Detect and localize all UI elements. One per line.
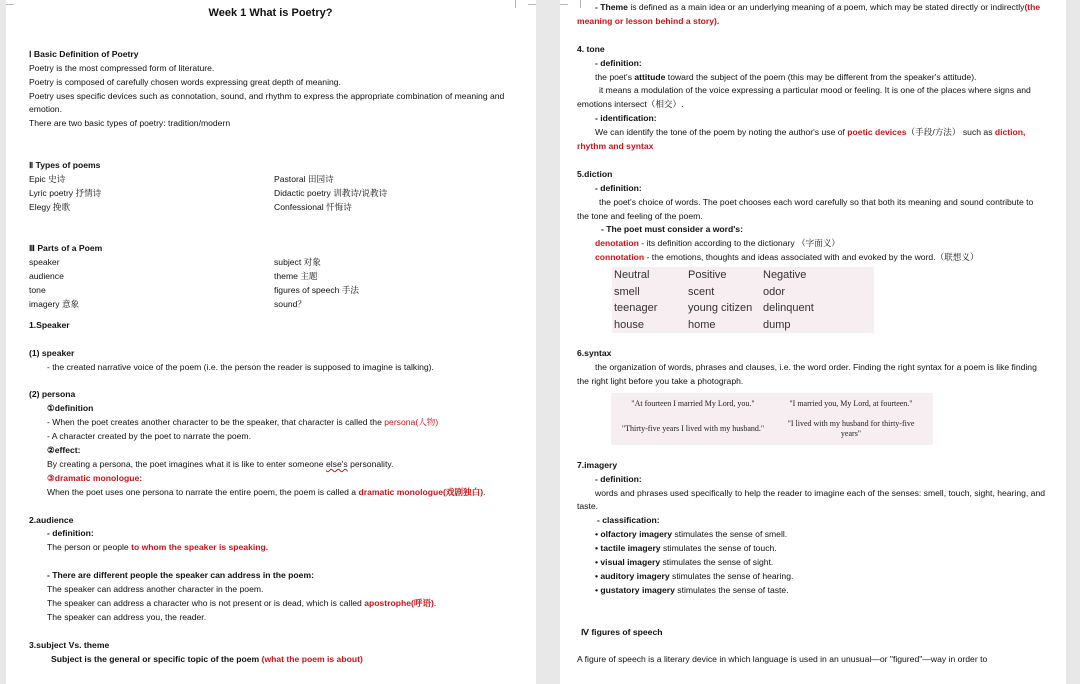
crop-mark xyxy=(528,4,536,6)
paragraph: - A character created by the poet to narrate the poem. xyxy=(47,431,251,442)
crop-mark xyxy=(515,0,528,8)
poem-part-row xyxy=(29,284,512,298)
crop-mark xyxy=(568,0,581,8)
table-row xyxy=(617,415,927,443)
word-connotation-table xyxy=(612,267,874,333)
table-cell: teenager xyxy=(614,302,658,315)
poem-type: Elegy 挽歌 xyxy=(29,201,71,212)
table-row xyxy=(612,284,874,301)
paragraph: the poet's choice of words. The poet chooses each word carefully so that both its meaning and sound contribute to the tone and feeling of the poem. xyxy=(577,196,1034,221)
subheading: - classification: xyxy=(597,515,660,526)
poem-type-row xyxy=(29,201,512,215)
list-item: • tactile imagery stimulates the sense of touch. xyxy=(595,543,777,554)
table-cell: odor xyxy=(763,285,786,298)
table-cell: smell xyxy=(614,285,640,298)
table-row xyxy=(617,395,927,413)
poem-part: subject 对象 xyxy=(274,257,321,268)
table-cell: home xyxy=(688,318,716,331)
poem-type-row xyxy=(29,187,512,201)
poem-part-row xyxy=(29,270,512,284)
table-cell: scent xyxy=(688,285,715,298)
paragraph: Poetry is the most compressed form of literature. xyxy=(29,62,215,73)
table-row xyxy=(612,267,874,284)
table-cell: house xyxy=(614,318,644,331)
page-title: Week 1 What is Poetry? xyxy=(208,7,333,19)
paragraph: The speaker can address another character in the poem. xyxy=(47,584,264,595)
paragraph: We can identify the tone of the poem by noting the author's use of poetic devices（手段/方法） such as diction, rhythm and syntax xyxy=(577,127,1026,152)
paragraph: it means a modulation of the voice expressing a particular mood or feeling. It is one of the places where signs and emotions intersect（相交）. xyxy=(577,85,1031,110)
section-heading: Ⅲ Parts of a Poem xyxy=(29,243,103,254)
section-heading: 1.Speaker xyxy=(29,319,70,330)
subheading: - definition: xyxy=(595,473,642,484)
paragraph: Subject is the general or specific topic of the poem (what the poem is about) xyxy=(51,653,363,664)
table-cell: "I lived with my husband for thirty-five years" xyxy=(787,418,915,438)
subheading: - identification: xyxy=(595,113,657,124)
section-heading: 7.imagery xyxy=(577,459,618,470)
table-row xyxy=(612,300,874,317)
subheading: - There are different people the speaker can address in the poem: xyxy=(47,570,314,581)
poem-type-row xyxy=(29,173,512,187)
crop-mark xyxy=(560,4,568,6)
poem-type: Lyric poetry 抒情诗 xyxy=(29,187,102,198)
list-item: • olfactory imagery stimulates the sense of smell. xyxy=(595,529,788,540)
list-item: • visual imagery stimulates the sense of sight. xyxy=(595,557,774,568)
section-heading: 4. tone xyxy=(577,43,605,54)
poem-part: sound？ xyxy=(274,299,307,310)
subheading: - The poet must consider a word's: xyxy=(601,224,743,235)
subheading: ③dramatic monologue: xyxy=(47,472,143,483)
poem-type: Epic 史诗 xyxy=(29,173,66,184)
section-heading: Ⅱ Types of poems xyxy=(29,160,101,170)
paragraph: - When the poet creates another character to be the speaker, that character is called the persona(人物) xyxy=(47,417,439,428)
poem-part: tone xyxy=(29,285,46,296)
table-cell: "At fourteen I married My Lord, you." xyxy=(631,398,755,408)
paragraph: The speaker can address a character who is not present or is dead, which is called apostrophe(呼语). xyxy=(47,598,437,608)
paragraph: The speaker can address you, the reader. xyxy=(47,611,207,622)
paragraph: When the poet uses one persona to narrate the entire poem, the poem is called a dramatic monologue(戏剧独白). xyxy=(47,486,486,497)
paragraph: The person or people to whom the speaker is speaking. xyxy=(47,542,269,553)
subheading: (2) persona xyxy=(29,389,76,400)
subheading: - definition: xyxy=(595,57,642,68)
poem-type: Confessional 忏悔诗 xyxy=(274,201,352,212)
paragraph: denotation - its definition according to the dictionary （字面义） xyxy=(595,238,841,249)
table-cell: delinquent xyxy=(763,302,814,315)
poem-part-row xyxy=(29,256,512,270)
subheading: - definition: xyxy=(595,182,642,193)
subheading: ①definition xyxy=(47,403,94,414)
paragraph: There are two basic types of poetry: tradition/modern xyxy=(29,118,231,129)
paragraph: the poet's attitude toward the subject of the poem (this may be different from the speaker's attitude). xyxy=(595,71,977,82)
paragraph: the organization of words, phrases and clauses, i.e. the word order. Finding the right syntax for a poem is like finding the right light before you take a photograph. xyxy=(577,361,1037,386)
table-cell: young citizen xyxy=(688,302,753,315)
paragraph: connotation - the emotions, thoughts and ideas associated with and evoked by the word.（联想义） xyxy=(595,252,979,263)
table-cell: Positive xyxy=(688,269,727,282)
poem-part: imagery 意象 xyxy=(29,299,80,310)
poem-part: figures of speech 手法 xyxy=(274,285,360,296)
table-cell: Neutral xyxy=(614,269,650,282)
subheading: - definition: xyxy=(47,528,94,539)
paragraph: A figure of speech is a literary device in which language is used in an unusual—or "figured"—way in order to xyxy=(577,654,988,665)
table-row xyxy=(612,317,874,334)
section-heading: 5.diction xyxy=(577,168,613,179)
paragraph: - the created narrative voice of the poem (i.e. the person the reader is supposed to imagine is talking). xyxy=(47,361,434,372)
subheading: ②effect: xyxy=(47,445,81,456)
paragraph: Poetry uses specific devices such as connotation, sound, and rhythm to express the appropriate combination of meaning and emotion. xyxy=(29,90,505,115)
poem-part-row xyxy=(29,298,512,312)
table-cell: "Thirty-five years I lived with my husband." xyxy=(621,423,765,433)
poem-part: speaker xyxy=(29,257,60,268)
document-page-right xyxy=(560,0,1066,684)
section-heading: 3.subject Vs. theme xyxy=(29,639,110,650)
table-cell: dump xyxy=(763,318,791,331)
poem-type: Pastoral 田园诗 xyxy=(274,173,334,184)
syntax-example-table xyxy=(611,393,933,445)
section-heading: Ⅰ Basic Definition of Poetry xyxy=(29,48,139,59)
list-item: • gustatory imagery stimulates the sense of taste. xyxy=(595,584,789,595)
poem-type: Didactic poetry 训教诗/说教诗 xyxy=(274,187,388,198)
paragraph: words and phrases used specifically to help the reader to imagine each of the senses: smell, touch, sight, hearing, and taste. xyxy=(577,487,1046,512)
crop-mark xyxy=(6,4,14,6)
document-body xyxy=(577,1,1046,667)
paragraph: Poetry is composed of carefully chosen words expressing great depth of meaning. xyxy=(29,76,341,87)
subheading: (1) speaker xyxy=(29,347,75,358)
list-item: • auditory imagery stimulates the sense of hearing. xyxy=(595,570,794,581)
paragraph: By creating a persona, the poet imagines what it is like to enter someone else's personality. xyxy=(47,458,394,469)
poem-part: audience xyxy=(29,271,64,282)
document-page-left xyxy=(6,0,536,684)
section-heading: 6.syntax xyxy=(577,348,612,359)
paragraph: - Theme is defined as a main idea or an underlying meaning of a poem, which may be stated directly or indirectly(the meaning or lesson behind a story). xyxy=(577,2,1041,26)
section-heading: Ⅳ figures of speech xyxy=(581,626,663,637)
table-cell: Negative xyxy=(763,269,807,282)
poem-part: theme 主题 xyxy=(274,271,318,282)
section-heading: 2.audience xyxy=(29,514,74,525)
document-body xyxy=(29,6,512,667)
table-cell: "I married you, My Lord, at fourteen." xyxy=(789,398,913,408)
